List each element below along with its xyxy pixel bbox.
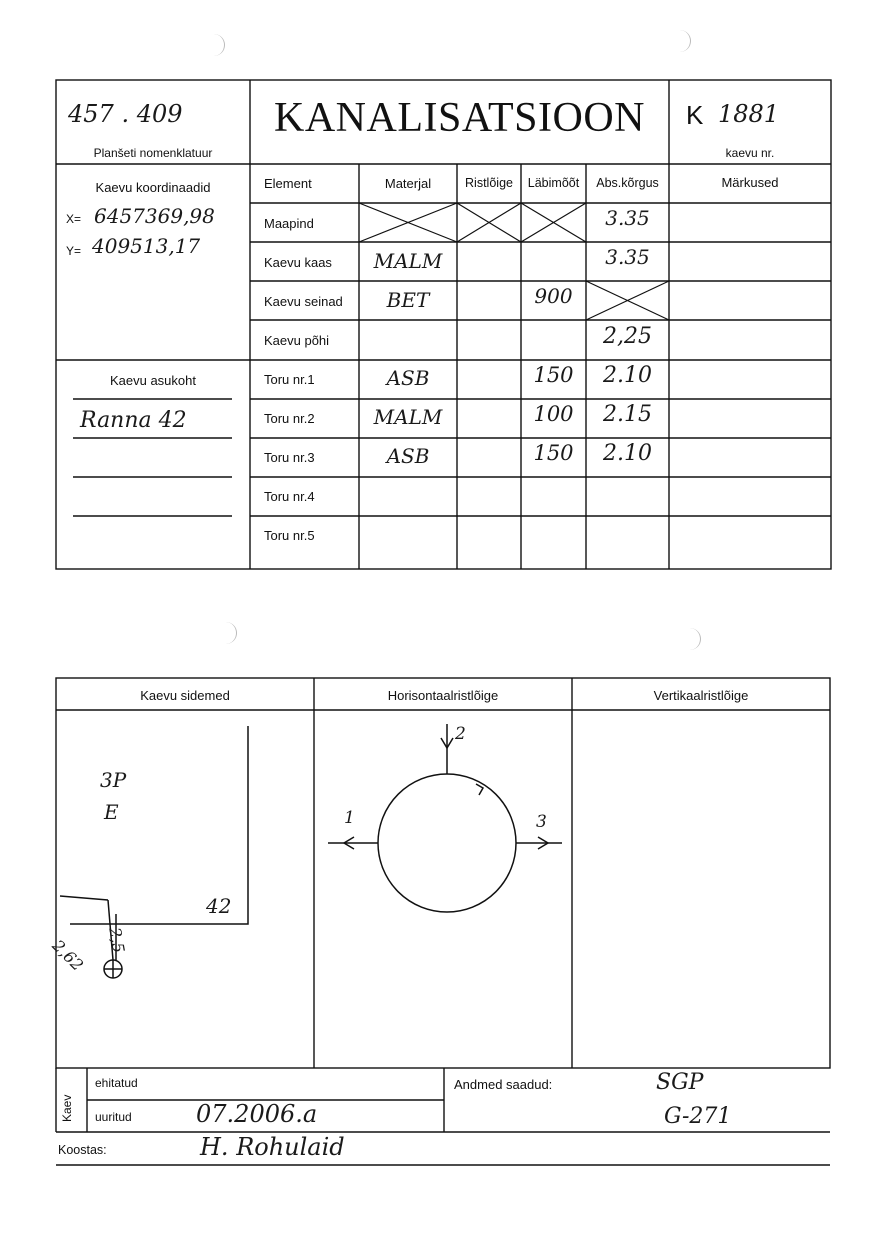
well-number-label: kaevu nr.: [725, 146, 775, 160]
row-element-label: Kaevu kaas: [264, 255, 332, 270]
well-number: 1881: [718, 100, 780, 128]
well-prefix: K: [686, 100, 704, 130]
col-header-diameter: Läbimõõt: [527, 176, 580, 190]
row-abs-height: 3.35: [605, 245, 650, 269]
col-header-abs-height: Abs.kõrgus: [596, 176, 659, 190]
compiled-by: H. Rohulaid: [200, 1133, 345, 1161]
coordinates-label: Kaevu koordinaadid: [95, 180, 211, 195]
sketch-distance: 2,62: [48, 936, 88, 975]
horizontal-section-sketch: [328, 724, 562, 912]
built-label: ehitatud: [95, 1076, 138, 1090]
sketch-building-label: 3P: [100, 768, 127, 792]
row-abs-height: 2.15: [603, 402, 652, 427]
punch-hole-mid-left: [226, 622, 237, 644]
map-sheet-number: 457 . 409: [68, 100, 183, 128]
location-label: Kaevu asukoht: [109, 373, 196, 388]
surveyed-value: 07.2006.a: [196, 1100, 318, 1128]
sketch-distance: 2,5: [105, 926, 129, 955]
location-value: Ranna 42: [80, 408, 187, 433]
row-element-label: Toru nr.3: [264, 450, 315, 465]
surveyed-label: uuritud: [95, 1110, 132, 1124]
row-material: MALM: [373, 249, 443, 273]
col-header-vertical-section: Vertikaalristlõige: [653, 688, 749, 703]
row-diameter: 150: [533, 363, 574, 387]
data-received-source: SGP: [656, 1070, 704, 1095]
data-received-id: G-271: [664, 1104, 732, 1129]
col-header-material: Materjal: [384, 176, 432, 191]
location-sketch: [60, 726, 248, 978]
kaev-label: Kaev: [60, 1094, 74, 1122]
compiled-label: Koostas:: [58, 1143, 107, 1157]
row-diameter: 100: [533, 402, 574, 426]
bottom-form-grid: [0, 660, 880, 1180]
form-title: KANALISATSIOON: [274, 95, 645, 141]
punch-hole-mid-right: [690, 628, 701, 650]
row-element-label: Toru nr.5: [264, 528, 315, 543]
row-element-label: Maapind: [264, 216, 314, 231]
data-received-label: Andmed saadud:: [454, 1077, 553, 1092]
row-abs-height: 3.35: [605, 206, 650, 230]
row-diameter: 150: [533, 441, 574, 465]
row-abs-height: 2,25: [603, 324, 652, 349]
row-element-label: Toru nr.2: [264, 411, 315, 426]
y-label: Y=: [66, 244, 82, 258]
col-header-well-ties: Kaevu sidemed: [140, 688, 230, 703]
row-element-label: Toru nr.4: [264, 489, 315, 504]
col-header-notes: Märkused: [721, 175, 779, 190]
pipe-label: 3: [536, 812, 547, 832]
row-abs-height: 2.10: [603, 441, 652, 466]
sketch-building-label: E: [104, 800, 119, 824]
row-diameter: 900: [534, 284, 573, 308]
col-header-element: Element: [264, 176, 312, 191]
sketch-house-number: 42: [206, 894, 232, 918]
y-coordinate: 409513,17: [92, 234, 201, 258]
map-sheet-label: Planšeti nomenklatuur: [93, 146, 213, 160]
row-material: ASB: [386, 444, 430, 468]
row-element-label: Kaevu seinad: [264, 294, 343, 309]
pipe-label: 1: [344, 808, 355, 828]
x-label: X=: [66, 212, 82, 226]
row-material: ASB: [386, 366, 430, 390]
col-header-horizontal-section: Horisontaalristlõige: [387, 688, 499, 703]
row-material: BET: [386, 288, 430, 312]
row-element-label: Toru nr.1: [264, 372, 315, 387]
x-coordinate: 6457369,98: [94, 204, 215, 228]
row-abs-height: 2.10: [603, 363, 652, 388]
row-material: MALM: [373, 405, 443, 429]
col-header-cross-section: Ristlõige: [465, 176, 513, 190]
pipe-label: 2: [455, 724, 466, 744]
row-element-label: Kaevu põhi: [264, 333, 330, 348]
